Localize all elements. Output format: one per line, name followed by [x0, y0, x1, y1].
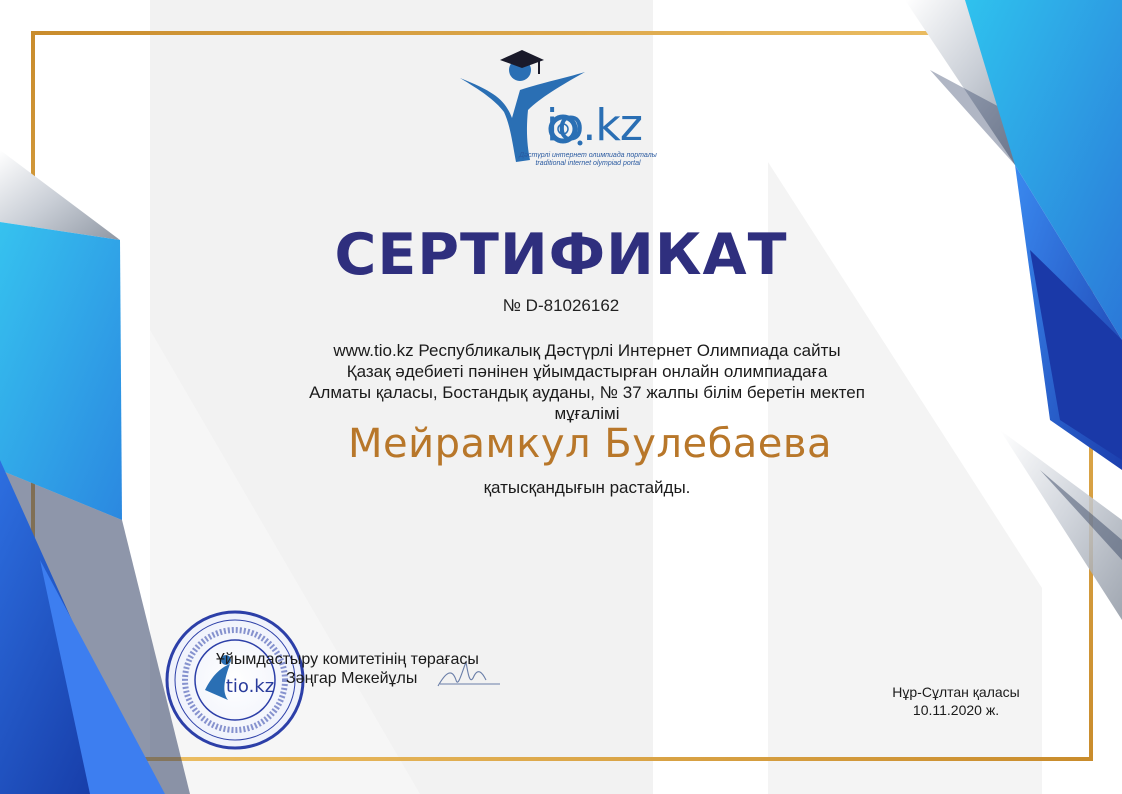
issue-date: 10.11.2020 ж. [912, 702, 1000, 718]
certificate-number: № D-81026162 [502, 296, 620, 315]
round-stamp-icon [167, 612, 303, 748]
place-date [880, 683, 1032, 719]
body-line: мұғалімі [554, 404, 620, 423]
recipient-name: Мейрамкул Булебаева [348, 421, 832, 467]
logo-tagline [488, 152, 688, 168]
signature-name: Зәңгар Мекейұлы [286, 670, 418, 687]
signature-role: Ұйымдастыру комитетінің төрағасы [216, 651, 479, 668]
stamp-center-text: tio.kz [225, 676, 275, 697]
certificate-body [230, 340, 944, 424]
certificate-title: СЕРТИФИКАТ [334, 222, 788, 288]
body-line: Алматы қаласы, Бостандық ауданы, № 37 жалпы білім беретін мектеп [309, 383, 865, 402]
confirm-text: қатысқандығын растайды. [483, 478, 691, 497]
body-line: Қазақ әдебиеті пәнінен ұйымдастырған онлайн олимпиадаға [346, 362, 828, 381]
logo-tagline-en: traditional internet olympiad portal [535, 160, 641, 167]
logo-tagline-kz: Дәстүрлі интернет олимпиада порталы [519, 152, 657, 159]
logo-brand-text: io.kz [546, 100, 642, 151]
place-city: Нұр-Сұлтан қаласы [892, 684, 1020, 700]
body-line: www.tio.kz Республикалық Дәстүрлі Интернет Олимпиада сайты [333, 341, 841, 360]
